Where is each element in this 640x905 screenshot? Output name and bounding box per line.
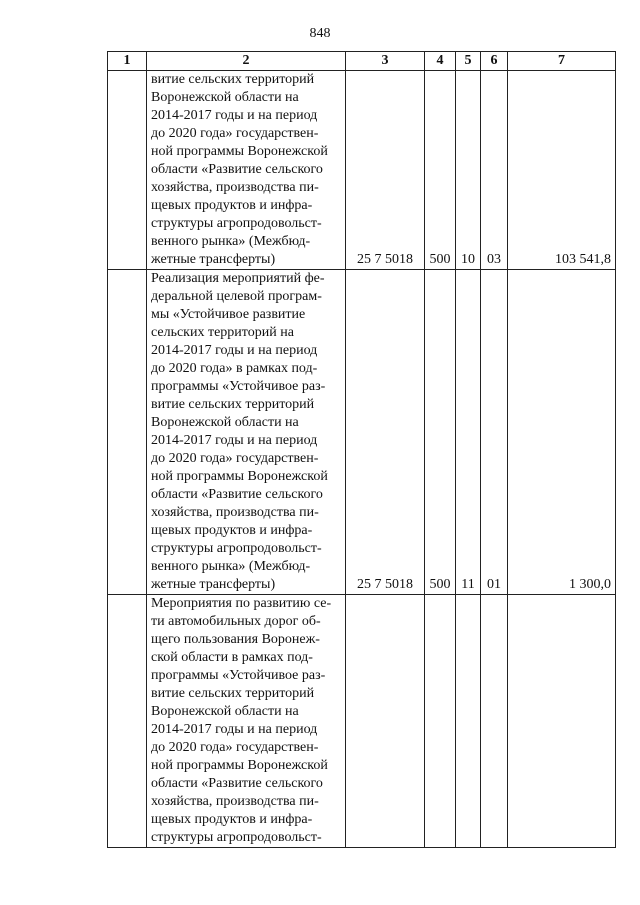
section-cell — [456, 595, 481, 848]
expense-type-cell: 500 — [425, 270, 456, 595]
column-header: 1 — [108, 52, 147, 71]
section-cell: 10 — [456, 71, 481, 270]
amount-cell — [508, 595, 616, 848]
subsection-cell: 01 — [481, 270, 508, 595]
column-header: 2 — [147, 52, 346, 71]
item-name-cell: Мероприятия по развитию се- ти автомобильных дорог об- щего пользования Воронеж- ской области в рамках под- программы «Устойчивое раз- витие сельских территорий Воронежской области на 2014-2017 годы и на период до 2020 года» государствен- ной программы Воронежской области «Развитие сельского хозяйства, производства пи- щевых продуктов и инфра- структуры агропродовольст- — [147, 595, 346, 848]
column-header: 5 — [456, 52, 481, 71]
column-header: 7 — [508, 52, 616, 71]
target-code-cell — [346, 595, 425, 848]
table-row — [108, 71, 616, 270]
column-header: 3 — [346, 52, 425, 71]
row-number-cell — [108, 595, 147, 848]
target-code-cell: 25 7 5018 — [346, 71, 425, 270]
section-cell: 11 — [456, 270, 481, 595]
table-row — [108, 595, 616, 848]
item-name-cell: витие сельских территорий Воронежской области на 2014-2017 годы и на период до 2020 года» государствен- ной программы Воронежской области «Развитие сельского хозяйства, производства пи- щевых продуктов и инфра- структуры агропродовольст- венного рынка» (Межбюд- жетные трансферты) — [147, 71, 346, 270]
subsection-cell: 03 — [481, 71, 508, 270]
column-header: 4 — [425, 52, 456, 71]
column-header: 6 — [481, 52, 508, 71]
target-code-cell: 25 7 5018 — [346, 270, 425, 595]
row-number-cell — [108, 270, 147, 595]
row-number-cell — [108, 71, 147, 270]
page-number: 848 — [309, 26, 331, 41]
table-header-row — [108, 52, 616, 71]
amount-cell: 1 300,0 — [508, 270, 616, 595]
budget-table — [107, 51, 616, 848]
item-name-cell: Реализация мероприятий фе- деральной целевой програм- мы «Устойчивое развитие сельских территорий на 2014-2017 годы и на период до 2020 года» в рамках под- программы «Устойчивое раз- витие сельских территорий Воронежской области на 2014-2017 годы и на период до 2020 года» государствен- ной программы Воронежской области «Развитие сельского хозяйства, производства пи- щевых продуктов и инфра- структуры агропродовольст- венного рынка» (Межбюд- жетные трансферты) — [147, 270, 346, 595]
amount-cell: 103 541,8 — [508, 71, 616, 270]
table-row — [108, 270, 616, 595]
expense-type-cell: 500 — [425, 71, 456, 270]
expense-type-cell — [425, 595, 456, 848]
subsection-cell — [481, 595, 508, 848]
